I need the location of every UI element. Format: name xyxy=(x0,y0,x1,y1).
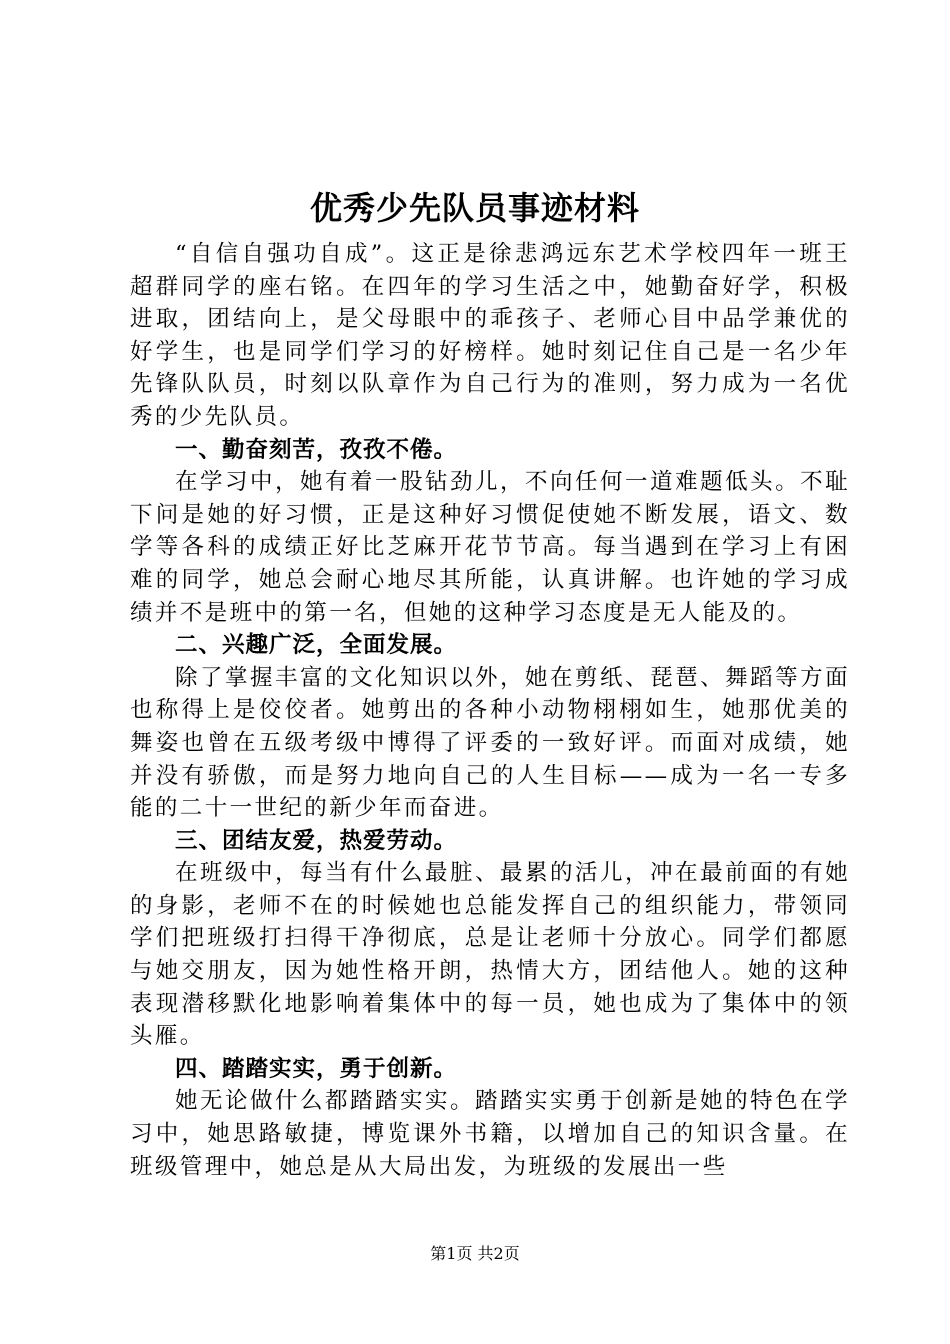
section-heading-1: 一、勤奋刻苦，孜孜不倦。 xyxy=(175,436,458,463)
document-body xyxy=(130,238,850,1183)
page-footer: 第1页 共2页 xyxy=(430,1244,520,1263)
section-heading-3: 三、团结友爱，热爱劳动。 xyxy=(175,827,458,854)
document-title: 优秀少先队员事迹材料 xyxy=(309,189,640,227)
section-heading-2: 二、兴趣广泛，全面发展。 xyxy=(175,632,458,659)
section-body-2: 除了掌握丰富的文化知识以外，她在剪纸、琵琶、舞蹈等方面也称得上是佼佼者。她剪出的各种小动物栩栩如生，她那优美的舞姿也曾在五级考级中博得了评委的一致好评。而面对成绩，她并没有骄傲，而是努力地向自己的人生目标——成为一名一专多能的二十一世纪的新少年而奋进。 xyxy=(130,664,850,822)
section-body-4: 她无论做什么都踏踏实实。踏踏实实勇于创新是她的特色在学习中，她思路敏捷，博览课外书籍，以增加自己的知识含量。在班级管理中，她总是从大局出发，为班级的发展出一些 xyxy=(130,1088,850,1180)
intro-paragraph: “自信自强功自成”。这正是徐悲鸿远东艺术学校四年一班王超群同学的座右铭。在四年的学习生活之中，她勤奋好学，积极进取，团结向上，是父母眼中的乖孩子、老师心目中品学兼优的好学生，也是同学们学习的好榜样。她时刻记住自己是一名少年先锋队队员，时刻以队章作为自己行为的准则，努力成为一名优秀的少先队员。 xyxy=(130,241,850,430)
section-heading-4: 四、踏踏实实，勇于创新。 xyxy=(175,1055,458,1082)
section-body-3: 在班级中，每当有什么最脏、最累的活儿，冲在最前面的有她的身影，老师不在的时候她也总能发挥自己的组织能力，带领同学们把班级打扫得干净彻底，总是让老师十分放心。同学们都愿与她交朋友，因为她性格开朗，热情大方，团结他人。她的这种表现潜移默化地影响着集体中的每一员，她也成为了集体中的领头雁。 xyxy=(130,860,850,1050)
section-body-1: 在学习中，她有着一股钻劲儿，不向任何一道难题低头。不耻下问是她的好习惯，正是这种好习惯促使她不断发展，语文、数学等各科的成绩正好比芝麻开花节节高。每当遇到在学习上有困难的同学，她总会耐心地尽其所能，认真讲解。也许她的学习成绩并不是班中的第一名，但她的这种学习态度是无人能及的。 xyxy=(130,469,850,626)
